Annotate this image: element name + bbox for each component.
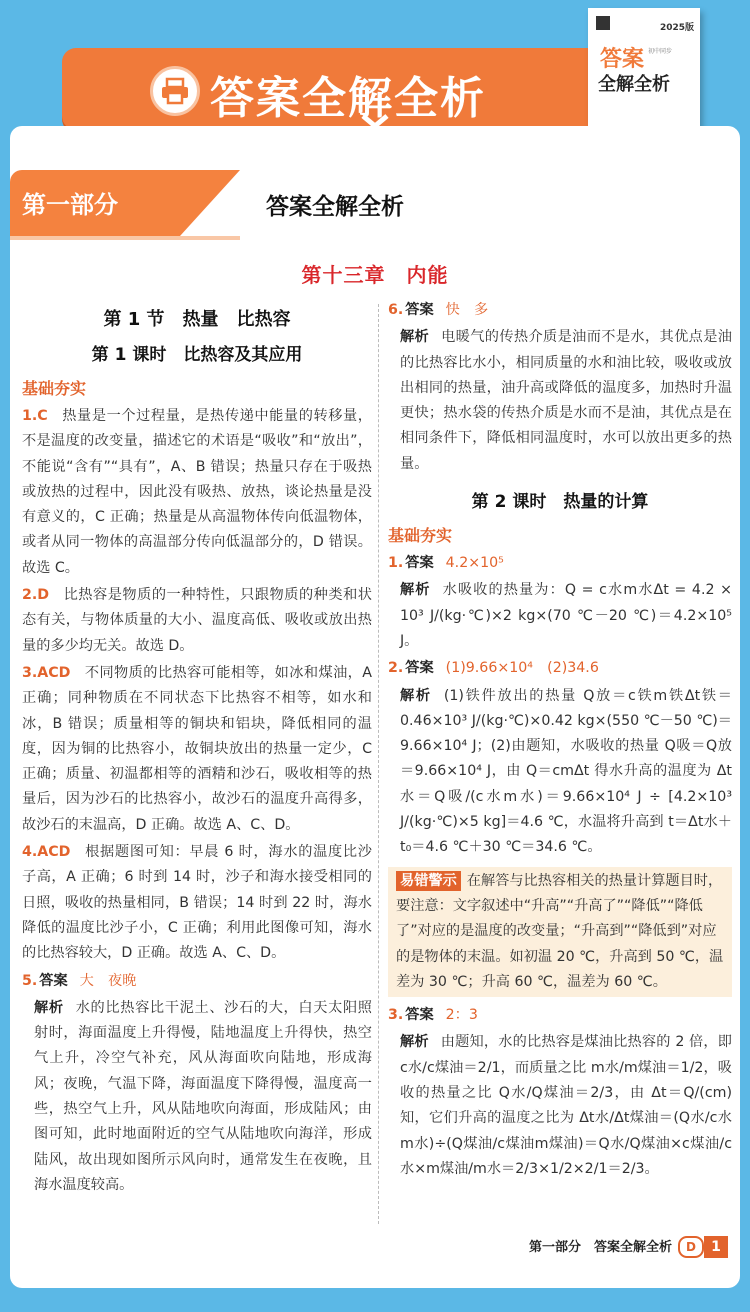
explanation-label: 解析: [400, 1034, 429, 1051]
page-footer: [10, 1232, 740, 1262]
level-heading: 基础夯实: [22, 379, 87, 398]
chapter-title: 第十三章 内能: [301, 263, 449, 287]
item-text: 比热容是物质的一种特性，只跟物质的种类和状态有关，与物体质量的大小、温度高低、吸收或放出热量的多少均无关。故选 D。: [22, 587, 372, 654]
item-number: 2.: [388, 660, 404, 677]
item-text: 不同物质的比热容可能相等，如冰和煤油，A 正确；同种物质在不同状态下比热容不相等，如水和冰，B 错误；质量相等的铜块和铝块，降低相同的温度，因为铜的比热容小，故铜块放出的热量一定少，C 正确；质量、初温都相等的酒精和沙石，吸收相等的热量后，因为沙石的比热容小，故沙石的温度升高得多，故沙石的末温高，D 正确。故选 A、C、D。: [22, 664, 372, 833]
answer-page: [10, 126, 740, 1288]
explanation: [388, 578, 732, 654]
book-title-1: 答案: [600, 47, 645, 72]
stripe-decoration: [10, 236, 240, 240]
answer-value: 快 多: [445, 302, 489, 318]
explanation: [388, 325, 732, 477]
item-number: 3.: [388, 1007, 404, 1024]
explanation-label: 解析: [34, 999, 64, 1016]
printer-icon: [150, 66, 200, 116]
explanation-text: 由题知，水的比热容是煤油比热容的 2 倍，即 c水/c煤油＝2/1，而质量之比 m水/m煤油＝1/2，吸收的热量之比 Q水/Q煤油＝2/3，由 Δt＝Q/(cm)知，它们升高的温度之比为 Δt水/Δt煤油＝: [400, 1034, 732, 1127]
explanation: [388, 684, 732, 861]
right-column: [388, 298, 732, 1184]
book-title-2: 全解全析: [598, 74, 670, 95]
item-number: 4.ACD: [22, 844, 71, 861]
lesson-title: 第 2 课时 热量的计算: [471, 492, 649, 513]
page-number: 1: [704, 1236, 728, 1258]
answer-item-6: [388, 298, 732, 323]
explanation: [22, 996, 372, 1198]
answer-item-4: [22, 840, 372, 966]
explanation-text: (1)铁件放出的热量 Q放＝c铁m铁Δt铁＝0.46×10³ J/(kg·℃)×0.42 kg×(550 ℃－50 ℃)＝9.66×10⁴ J；(2)由题知，水吸收的热量 Q吸＝Q放＝9.66×10⁴ J，由 Q＝cmΔt 得水升高的温度为 Δt水＝Q吸/(c水m水)＝: [400, 687, 732, 805]
answer-item-3: [388, 1003, 732, 1028]
explanation-formula: 9.66×10⁴ J ÷ [4.2×10³ J/(kg·℃)×5 kg]＝4.6 ℃，水温将升高到 t＝Δt水＋t₀＝4.6 ℃＋30 ℃＝34.6 ℃。: [400, 788, 733, 856]
publisher-logo-icon: [596, 16, 610, 30]
explanation-label: 解析: [400, 582, 431, 599]
part-title: 答案全解全析: [266, 194, 404, 220]
explanation-label: 解析: [400, 329, 430, 346]
answer-label: 答案: [405, 555, 434, 572]
explanation: [388, 1030, 732, 1182]
footer-text: 第一部分 答案全解全析: [528, 1240, 672, 1255]
answer-label: 答案: [405, 660, 434, 677]
answer-value: 大 夜晚: [79, 972, 137, 989]
answer-item-2: [388, 656, 732, 681]
explanation-formula: (Q水/c水m水)÷(Q煤油/c煤油m煤油)＝Q水/Q煤油×c煤油/c水×m煤油/m水＝2/3×1/2×2/1＝2/3。: [400, 1110, 732, 1177]
answer-item-1: [22, 404, 372, 581]
answer-item-3: [22, 661, 372, 838]
answer-item-5: [22, 969, 372, 994]
answer-label: 答案: [405, 302, 434, 318]
item-text: 根据题图可知：早晨 6 时，海水的温度比沙子高，A 正确；6 时到 14 时，沙子和海水接受相同的日照，吸收的热量相同，B 错误；14 时到 22 时，海水降低的温度比沙子小，C 正确；利用此图像可知，海水的比热容较大，D 正确。故选 A、C、D。: [22, 844, 372, 962]
item-number: 5.: [22, 972, 38, 989]
answer-label: 答案: [405, 1007, 434, 1024]
answer-value: 4.2×10⁵: [445, 555, 504, 572]
item-number: 3.ACD: [22, 664, 71, 681]
item-text: 热量是一个过程量，是热传递中能量的转移量，不是温度的改变量，描述它的术语是“吸收”和“放出”，不能说“含有”“具有”，A、B 错误；热量只存在于吸热或放热的过程中，因此没有吸热、放热，谈论热量是没有意义的，C 正确；热量是从高温物体传向低温物体，或者从同一物体的高温部分传向低温部分的，D 错误。故选 C。: [22, 408, 372, 576]
part-tag: [10, 170, 180, 236]
item-number: 1.: [388, 555, 404, 572]
part-label: 第一部分: [22, 191, 118, 219]
item-number: 6.: [388, 302, 404, 318]
book-subtitle: 初中同步: [648, 48, 673, 55]
explanation-text: 电暖气的传热介质是油而不是水，其优点是油的比热容比水小，相同质量的水和油比较，吸收或放出相同的热量，油升高或降低的温度多，加热时升温更快；热水袋的传热介质是水而不是油，其优点是在相同条件下，降低相同温度时，水可以放出更多的热量。: [400, 329, 732, 472]
explanation-text: 水吸收的热量为：Q = c水m水Δt = 4.2 × 10³ J/(kg·℃)×2 kg×(70 ℃－20 ℃)＝4.2×10⁵ J。: [400, 582, 732, 649]
column-divider: [378, 304, 379, 1224]
title-banner: [62, 48, 622, 130]
answer-value: (1)9.66×10⁴ (2)34.6: [445, 660, 599, 677]
answer-label: 答案: [39, 972, 68, 989]
warning-text: 在解答与比热容相关的热量计算题目时，要注意：文字叙述中“升高”“升高了”“降低”“降低了”对应的是温度的改变量；“升高到”“降低到”对应的是物体的末温。如初温 20 ℃，升高到 50 ℃，温差为 30 ℃；升高 60 ℃，温差为 60 ℃。: [396, 872, 724, 990]
level-heading: 基础夯实: [388, 526, 453, 546]
warning-box: [388, 867, 732, 997]
answer-item-1: [388, 551, 732, 576]
explanation-text: 水的比热容比干泥土、沙石的大，白天太阳照射时，海面温度上升得慢，陆地温度上升得快，热空气上升，冷空气补充，风从海面吹向陆地，形成海风；夜晚，气温下降，海面温度下降得慢，温度高一些，热空气上升，风从陆地吹向海面，形成陆风；由图可知，此时地面附近的空气从陆地吹向海洋，形成陆风，故出现如图所示风向时，通常发生在夜晚，且海水温度较高。: [34, 999, 372, 1193]
book-year: 2025版: [659, 23, 694, 33]
part-tag-decoration: [180, 170, 240, 236]
warning-tag: 易错警示: [396, 871, 461, 891]
explanation-label: 解析: [400, 687, 432, 704]
section-title: 第 1 节 热量 比热容: [103, 309, 291, 330]
answer-value: 2：3: [445, 1007, 478, 1024]
lesson-title: 第 1 课时 比热容及其应用: [91, 345, 303, 365]
left-column: [22, 298, 372, 1200]
item-number: 1.C: [22, 408, 48, 424]
answer-item-2: [22, 583, 372, 659]
item-number: 2.D: [22, 587, 50, 604]
banner-title: 答案全解全析: [210, 73, 486, 124]
footer-badge: D: [678, 1236, 704, 1258]
